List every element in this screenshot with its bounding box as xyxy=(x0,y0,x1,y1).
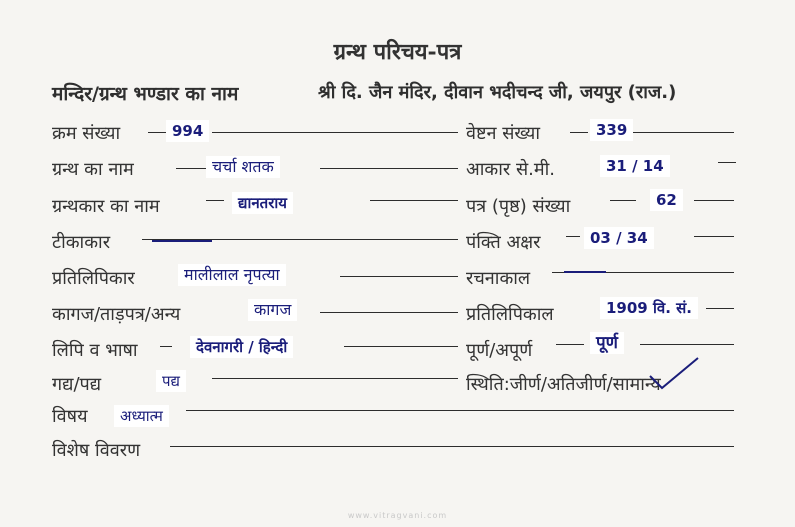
prose-verse-value[interactable]: पद्य xyxy=(156,370,186,392)
author-name-rule xyxy=(370,200,458,201)
copy-period-value[interactable]: 1909 वि. सं. xyxy=(600,297,698,319)
bundle-number-rule xyxy=(632,132,734,133)
prose-verse-label: गद्य/पद्य xyxy=(52,374,102,395)
library-label: मन्दिर/ग्रन्थ भण्डार का नाम xyxy=(52,83,239,105)
special-details-label: विशेष विवरण xyxy=(52,440,141,461)
copy-period-rule xyxy=(706,308,734,309)
condition-checkmark-icon[interactable] xyxy=(648,356,700,392)
form-title: ग्रन्थ परिचय-पत्र xyxy=(333,39,462,65)
serial-number-rule-left xyxy=(148,132,166,133)
author-name-value[interactable]: द्यानतराय xyxy=(232,192,293,214)
bundle-number-rule-left xyxy=(570,132,588,133)
author-name-rule-left xyxy=(206,200,224,201)
serial-number-rule xyxy=(212,132,458,133)
book-name-value[interactable]: चर्चा शतक xyxy=(206,156,280,178)
line-letters-label: पंक्ति अक्षर xyxy=(466,232,541,253)
composition-period-dash-value[interactable] xyxy=(564,271,606,273)
serial-number-label: क्रम संख्या xyxy=(52,123,121,144)
material-label: कागज/ताड़पत्र/अन्य xyxy=(52,304,181,325)
page-count-label: पत्र (पृष्ठ) संख्या xyxy=(466,196,571,217)
watermark: www.vitragvani.com xyxy=(347,511,448,520)
book-name-label: ग्रन्थ का नाम xyxy=(52,159,134,180)
copyist-value[interactable]: मालीलाल नृपत्या xyxy=(178,264,286,286)
serial-number-value[interactable]: 994 xyxy=(166,120,209,142)
page-count-rule xyxy=(694,200,734,201)
book-name-rule-left xyxy=(176,168,206,169)
copyist-label: प्रतिलिपिकार xyxy=(52,268,135,289)
material-value[interactable]: कागज xyxy=(248,299,297,321)
book-name-rule xyxy=(320,168,458,169)
material-rule xyxy=(320,312,458,313)
composition-period-label: रचनाकाल xyxy=(466,268,531,289)
script-language-rule-left xyxy=(160,346,172,347)
complete-rule-left xyxy=(556,344,584,345)
bundle-number-value[interactable]: 339 xyxy=(590,119,633,141)
script-language-value[interactable]: देवनागरी / हिन्दी xyxy=(190,336,293,358)
line-letters-value[interactable]: 03 / 34 xyxy=(584,227,654,249)
library-value: श्री दि. जैन मंदिर, दीवान भदीचन्द जी, जयपुर (राज.) xyxy=(318,82,677,103)
page-count-value[interactable]: 62 xyxy=(650,189,683,211)
subject-label: विषय xyxy=(52,406,88,427)
author-name-label: ग्रन्थकार का नाम xyxy=(52,196,160,217)
copy-period-label: प्रतिलिपिकाल xyxy=(466,304,554,325)
copyist-rule xyxy=(340,276,458,277)
commentator-label: टीकाकार xyxy=(52,232,111,253)
commentator-dash-value[interactable] xyxy=(152,240,212,242)
complete-rule xyxy=(640,344,734,345)
line-letters-rule-left xyxy=(566,236,580,237)
special-details-rule[interactable] xyxy=(170,446,734,447)
size-rule xyxy=(718,162,736,163)
condition-label: स्थिति:जीर्ण/अतिजीर्ण/सामान्य xyxy=(466,374,661,395)
size-label: आकार से.मी. xyxy=(466,159,556,180)
complete-label: पूर्ण/अपूर्ण xyxy=(466,340,533,361)
complete-value[interactable]: पूर्ण xyxy=(590,332,624,354)
bundle-number-label: वेष्टन संख्या xyxy=(466,123,541,144)
line-letters-rule xyxy=(694,236,734,237)
script-language-label: लिपि व भाषा xyxy=(52,340,138,361)
size-value[interactable]: 31 / 14 xyxy=(600,155,670,177)
prose-verse-rule xyxy=(212,378,458,379)
subject-rule xyxy=(186,410,734,411)
page-count-rule-left xyxy=(610,200,636,201)
subject-value[interactable]: अध्यात्म xyxy=(114,405,169,427)
script-language-rule xyxy=(344,346,458,347)
